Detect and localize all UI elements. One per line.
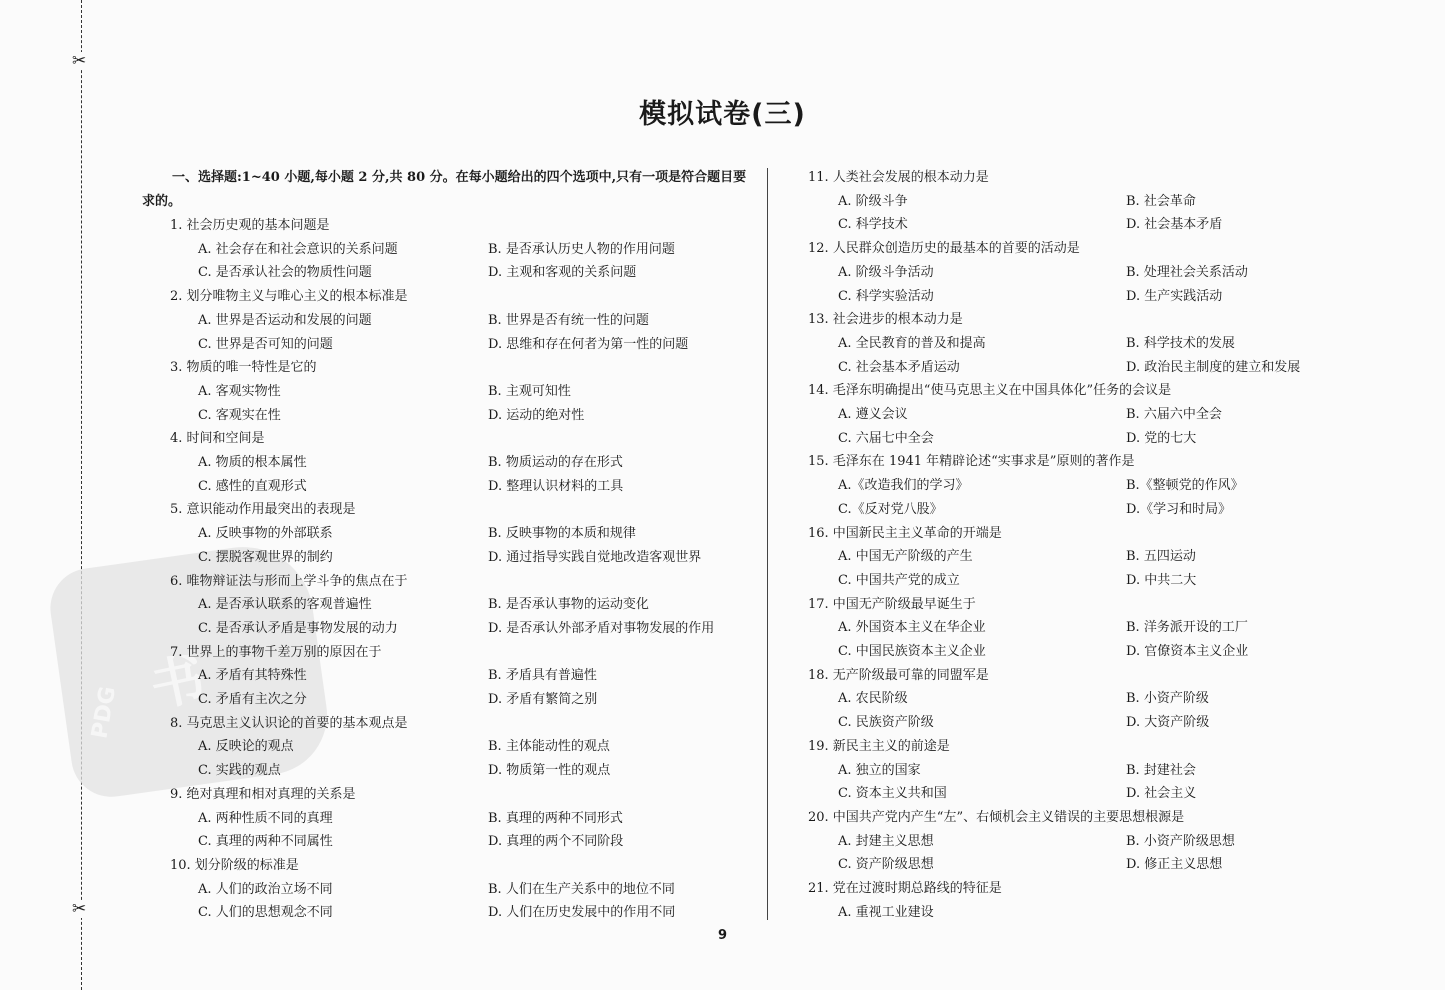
question-item [808,664,1368,735]
question-stem: 12. 人民群众创造历史的最基本的首要的活动是 [808,241,1080,257]
option-c: C. 人们的思想观念不同 [198,905,333,921]
option-d: D. 人们在历史发展中的作用不同 [488,905,676,921]
option-row [808,759,1368,783]
question-item [142,214,754,285]
question-item [142,498,754,569]
scissors-icon: ✂ [72,51,87,71]
option-d: D. 思维和存在何者为第一性的问题 [488,336,689,352]
question-stem: 20. 中国共产党内产生“左”、右倾机会主义错误的主要思想根源是 [808,809,1185,825]
option-d: D. 整理认识材料的工具 [488,478,624,494]
option-row [808,285,1368,309]
question-item [808,735,1368,806]
option-d: D. 政治民主制度的建立和发展 [1126,359,1301,375]
option-row [808,830,1368,854]
question-item [808,522,1368,593]
section-intro: 一、选择题:1~40 小题,每小题 2 分,共 80 分。在每小题给出的四个选项中,只有一项是符合题目要求的。 [142,170,747,209]
option-row [142,830,754,854]
option-b: B. 是否承认历史人物的作用问题 [488,241,675,257]
option-row [142,807,754,831]
question-item [808,450,1368,521]
page-title: 模拟试卷(三) [639,99,806,130]
option-b: B. 小资产阶级思想 [1126,833,1235,849]
option-row [808,190,1368,214]
question-stem: 18. 无产阶级最可靠的同盟军是 [808,667,989,683]
column-divider [767,168,768,920]
option-a: A. 人们的政治立场不同 [198,881,333,897]
option-row [142,901,754,925]
option-c: C. 科学技术 [838,217,908,233]
question-stem: 17. 中国无产阶级最早诞生于 [808,596,976,612]
option-d: D. 通过指导实践自觉地改造客观世界 [488,549,702,565]
question-stem: 16. 中国新民主主义革命的开端是 [808,525,1002,541]
option-row [142,735,754,759]
question-stem: 11. 人类社会发展的根本动力是 [808,170,989,185]
option-a: A. 反映事物的外部联系 [198,526,333,542]
option-b: B. 主体能动性的观点 [488,739,610,755]
option-b: B. 是否承认事物的运动变化 [488,597,649,613]
option-row [808,213,1368,237]
option-row [142,309,754,333]
option-d: D.《学习和时局》 [1126,501,1232,517]
option-row [142,593,754,617]
question-stem: 21. 党在过渡时期总路线的特征是 [808,881,1002,897]
option-row [808,427,1368,451]
option-b: B. 世界是否有统一性的问题 [488,312,649,328]
question-stem: 15. 毛泽东在 1941 年精辟论述“实事求是”原则的著作是 [808,454,1135,470]
right-column [808,166,1368,925]
page-number: 9 [717,928,728,943]
option-b: B. 真理的两种不同形式 [488,810,623,826]
option-c: C. 实践的观点 [198,763,281,779]
question-stem: 1. 社会历史观的基本问题是 [170,218,330,233]
option-d: D. 物质第一性的观点 [488,763,611,779]
option-c: C. 真理的两种不同属性 [198,834,333,850]
option-c: C. 是否承认矛盾是事物发展的动力 [198,620,398,636]
option-d: D. 运动的绝对性 [488,407,585,423]
option-c: C. 矛盾有主次之分 [198,692,307,708]
option-c: C.《反对党八股》 [838,501,943,517]
option-row [142,522,754,546]
option-a: A. 反映论的观点 [198,739,294,755]
question-list-right [808,166,1368,877]
question-item [808,237,1368,308]
cut-line [81,0,82,990]
left-column [142,166,754,925]
option-row [808,403,1368,427]
option-d: D. 生产实践活动 [1126,288,1223,304]
option-c: C. 是否承认社会的物质性问题 [198,265,372,281]
option-a: A. 世界是否运动和发展的问题 [198,312,372,328]
question-stem: 3. 物质的唯一特性是它的 [170,360,317,376]
question-stem: 14. 毛泽东明确提出“使马克思主义在中国具体化”任务的会议是 [808,383,1172,399]
question-stem: 19. 新民主主义的前途是 [808,738,950,754]
option-c: C. 资本主义共和国 [838,786,947,802]
watermark-label: PDG [87,684,122,741]
question-item [808,166,1368,237]
option-d: D. 主观和客观的关系问题 [488,265,637,281]
option-row [142,451,754,475]
option-c: C. 中国共产党的成立 [838,572,960,588]
option-c: C. 科学实验活动 [838,288,934,304]
option-b: B. 主观可知性 [488,383,571,399]
option-a: A. 独立的国家 [838,762,921,778]
option-b: B.《整顿党的作风》 [1126,478,1244,494]
option-row [142,664,754,688]
option-row [808,711,1368,735]
option-b: B. 科学技术的发展 [1126,335,1235,351]
option-d: D. 修正主义思想 [1126,857,1223,873]
question-stem: 8. 马克思主义认识论的首要的基本观点是 [170,715,408,731]
option-b: B. 社会革命 [1126,193,1196,209]
option-row [142,333,754,357]
question-item [808,806,1368,877]
option-row [808,687,1368,711]
option-a: A. 重视工业建设 [838,904,934,920]
question-stem: 6. 唯物辩证法与形而上学斗争的焦点在于 [170,573,408,589]
option-row [142,380,754,404]
option-row [808,498,1368,522]
option-b: B. 封建社会 [1126,762,1196,778]
question-item [142,783,754,854]
question-item [142,641,754,712]
option-d: D. 官僚资本主义企业 [1126,644,1249,660]
option-row [142,617,754,641]
question-stem: 5. 意识能动作用最突出的表现是 [170,502,356,518]
option-a: A. 客观实物性 [198,383,281,399]
option-a: A. 矛盾有其特殊性 [198,668,307,684]
option-a: A. 农民阶级 [838,691,908,707]
option-b: B. 反映事物的本质和规律 [488,526,636,542]
option-a: A. 阶级斗争 [838,193,908,209]
option-b: B. 人们在生产关系中的地位不同 [488,881,675,897]
question-stem: 7. 世界上的事物千差万别的原因在于 [170,644,382,660]
watermark-glyph: 书 [144,645,211,719]
option-a: A. 中国无产阶级的产生 [838,549,973,565]
option-d: D. 中共二大 [1126,572,1197,588]
option-d: D. 真理的两个不同阶段 [488,834,624,850]
question-item [808,593,1368,664]
question-item [142,356,754,427]
question-item [142,285,754,356]
option-d: D. 是否承认外部矛盾对事物发展的作用 [488,620,715,636]
option-c: C. 客观实在性 [198,407,281,423]
option-c: C. 六届七中全会 [838,430,934,446]
question-stem: 4. 时间和空间是 [170,431,265,447]
option-a: A. 两种性质不同的真理 [198,810,333,826]
option-d: D. 矛盾有繁简之别 [488,692,598,708]
option-row [142,688,754,712]
option-c: C. 社会基本矛盾运动 [838,359,960,375]
option-b: B. 物质运动的存在形式 [488,455,623,471]
question-stem: 9. 绝对真理和相对真理的关系是 [170,786,356,802]
option-row [142,404,754,428]
option-a: A. 外国资本主义在华企业 [838,620,986,636]
option-row [808,853,1368,877]
option-a: A. 社会存在和社会意识的关系问题 [198,241,398,257]
option-row [142,238,754,262]
option-row [142,759,754,783]
option-row [808,474,1368,498]
option-a: A. 阶级斗争活动 [838,264,934,280]
question-stem: 2. 划分唯物主义与唯心主义的根本标准是 [170,289,408,305]
option-d: D. 党的七大 [1126,430,1197,446]
option-c: C. 感性的直观形式 [198,478,307,494]
option-row [142,475,754,499]
option-b: B. 六届六中全会 [1126,407,1222,423]
option-row [808,545,1368,569]
question-stem: 10. 划分阶级的标准是 [170,857,299,873]
option-a: A. 物质的根本属性 [198,455,307,471]
option-c: C. 世界是否可知的问题 [198,336,333,352]
option-b: B. 处理社会关系活动 [1126,264,1248,280]
option-d: D. 大资产阶级 [1126,715,1210,731]
option-b: B. 矛盾具有普遍性 [488,668,597,684]
option-a: A. 全民教育的普及和提高 [838,335,986,351]
option-c: C. 资产阶级思想 [838,857,934,873]
option-b: B. 洋务派开设的工厂 [1126,620,1248,636]
option-c: C. 民族资产阶级 [838,715,934,731]
option-a: A. 遵义会议 [838,407,908,423]
option-row [808,261,1368,285]
option-b: B. 五四运动 [1126,549,1196,565]
option-row [142,261,754,285]
option-row [142,546,754,570]
question-item [808,308,1368,379]
question-item [142,712,754,783]
option-d: D. 社会基本矛盾 [1126,217,1223,233]
option-row [808,332,1368,356]
option-a: A.《改造我们的学习》 [838,478,969,494]
option-row [808,356,1368,380]
question-item [142,427,754,498]
question-item [808,877,1368,924]
option-row [808,616,1368,640]
scissors-icon: ✂ [72,899,87,919]
option-row [808,569,1368,593]
option-a: A. 是否承认联系的客观普遍性 [198,597,372,613]
question-item [808,379,1368,450]
option-b: B. 小资产阶级 [1126,691,1209,707]
option-row [808,640,1368,664]
option-d: D. 社会主义 [1126,786,1197,802]
option-row [808,782,1368,806]
option-c: C. 中国民族资本主义企业 [838,644,986,660]
option-c: C. 摆脱客观世界的制约 [198,549,333,565]
question-list-left [142,214,754,925]
question-stem: 13. 社会进步的根本动力是 [808,312,963,328]
question-item [142,570,754,641]
option-a: A. 封建主义思想 [838,833,934,849]
question-item [142,854,754,925]
option-row [142,878,754,902]
